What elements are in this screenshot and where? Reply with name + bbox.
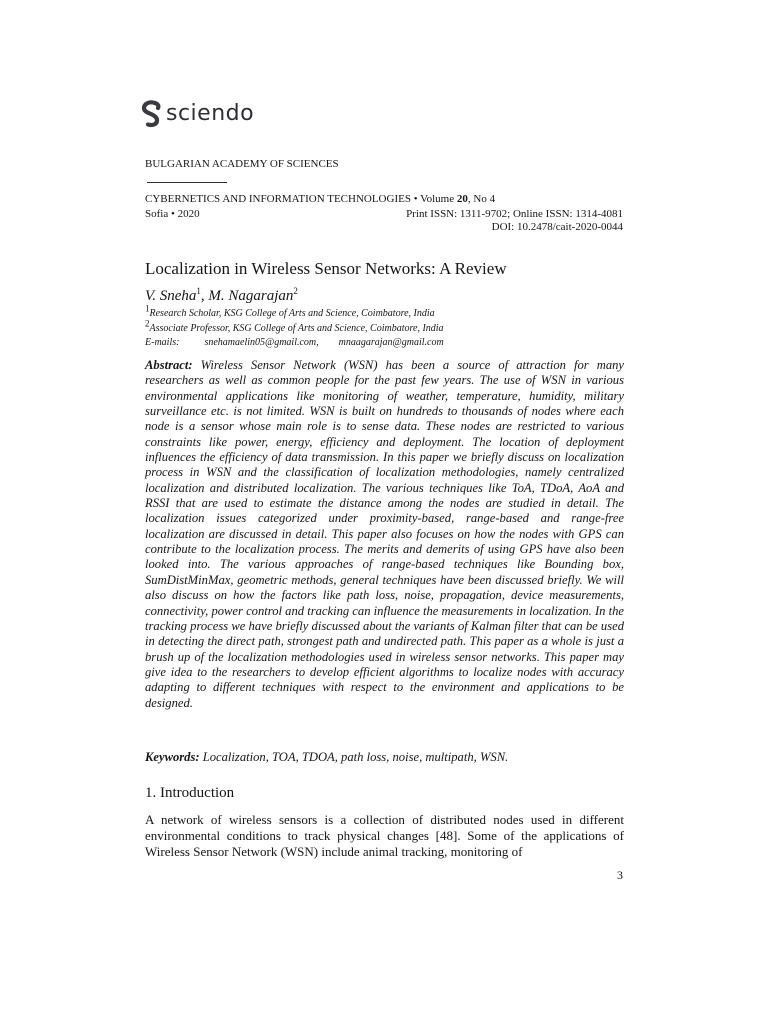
- journal-name: CYBERNETICS AND INFORMATION TECHNOLOGIES • Volume: [145, 193, 457, 205]
- affiliation-text: Research Scholar, KSG College of Arts and Science, Coimbatore, India: [149, 308, 435, 319]
- header-divider: [147, 182, 227, 183]
- author-affiliation-mark: 2: [293, 286, 298, 296]
- affiliation: [145, 318, 444, 335]
- keywords: [145, 750, 624, 765]
- email-address[interactable]: snehamaelin05@gmail.com,: [204, 337, 319, 348]
- publisher-logo: [141, 100, 254, 128]
- author-list: [145, 286, 298, 306]
- affiliation: [145, 303, 435, 320]
- journal-number: , No 4: [467, 193, 496, 205]
- author-separator: ,: [200, 288, 209, 304]
- journal-line: [145, 193, 495, 206]
- author-affiliation-mark: 1: [196, 286, 201, 296]
- emails-label: E-mails:: [145, 337, 180, 348]
- emails: [145, 337, 444, 349]
- journal-volume: 20: [456, 193, 468, 205]
- affiliation-mark: 1: [145, 303, 150, 314]
- doi: DOI: 10.2478/cait-2020-0044: [491, 221, 623, 233]
- abstract-text: Wireless Sensor Network (WSN) has been a source of attraction for many researchers as well as common people for the past few years. The use of WSN in various environmental applications like monitoring of weather, temperature, humidity, military surveillance etc. is not limited. WSN is built on hundreds to thousands of nodes where each node is a sensor whose main role is to sense data. These nodes are restricted to various constraints like power, energy, efficiency and deployment. The location of deployment influences the efficiency of data transmission. In this paper we briefly discuss on localization process in WSN and the classification of localization methodologies, namely centralized localization and distributed localization. The various techniques like ToA, TDoA, AoA and RSSI that are used to estimate the distance among the nodes are studied in detail. The localization issues categorized under proximity-based, range-based and range-free localization are discussed in detail. This paper also focuses on how the nodes with GPS can contribute to the localization process. The merits and demerits of using GPS have also been looked into. The various approaches of range-based techniques like Bounding box, SumDistMinMax, geometric methods, general techniques have been discussed briefly. We will also discuss on how the factors like path loss, noise, propagation, device measurements, connectivity, power control and tracking can influence the measurements in localization. In the tracking process we have briefly discussed about the variants of Kalman filter that can be used in detecting the direct path, strongest path and undirected path. This paper as a whole is just a brush up of the localization methodologies used in wireless sensor networks. This paper may give idea to the researchers to develop efficient algorithms to localize nodes with accuracy adapting to different techniques with respect to the environment and applications to be designed.: [145, 358, 625, 710]
- page-number: 3: [617, 868, 623, 882]
- introduction-paragraph: A network of wireless sensors is a collection of distributed nodes used in different environmental conditions to track physical changes [48]. Some of the applications of Wireless Sensor Network (WSN) include animal tracking, monitoring of: [145, 812, 624, 859]
- keywords-text: Localization, TOA, TDOA, path loss, noise, multipath, WSN.: [202, 750, 509, 764]
- academy-name: BULGARIAN ACADEMY OF SCIENCES: [145, 158, 339, 170]
- section-number: 1.: [145, 785, 157, 801]
- issn: Print ISSN: 1311-9702; Online ISSN: 1314-4081: [406, 208, 623, 220]
- section-heading: [145, 783, 234, 803]
- place-year: Sofia • 2020: [145, 208, 200, 220]
- author-name: V. Sneha: [145, 288, 197, 304]
- author-name: M. Nagarajan: [208, 288, 294, 304]
- abstract: [145, 358, 624, 711]
- abstract-label: Abstract: [145, 358, 189, 372]
- affiliation-mark: 2: [145, 318, 150, 329]
- paper-title: Localization in Wireless Sensor Networks: A Review: [145, 259, 507, 278]
- abstract-label-suffix: :: [188, 358, 201, 372]
- affiliation-text: Associate Professor, KSG College of Arts and Science, Coimbatore, India: [149, 323, 444, 334]
- publisher-name: sciendo: [166, 101, 255, 126]
- sciendo-logo-icon: [141, 100, 161, 128]
- email-address[interactable]: mnaagarajan@gmail.com: [338, 337, 444, 348]
- keywords-label: Keywords:: [145, 750, 200, 764]
- section-title: Introduction: [160, 785, 235, 801]
